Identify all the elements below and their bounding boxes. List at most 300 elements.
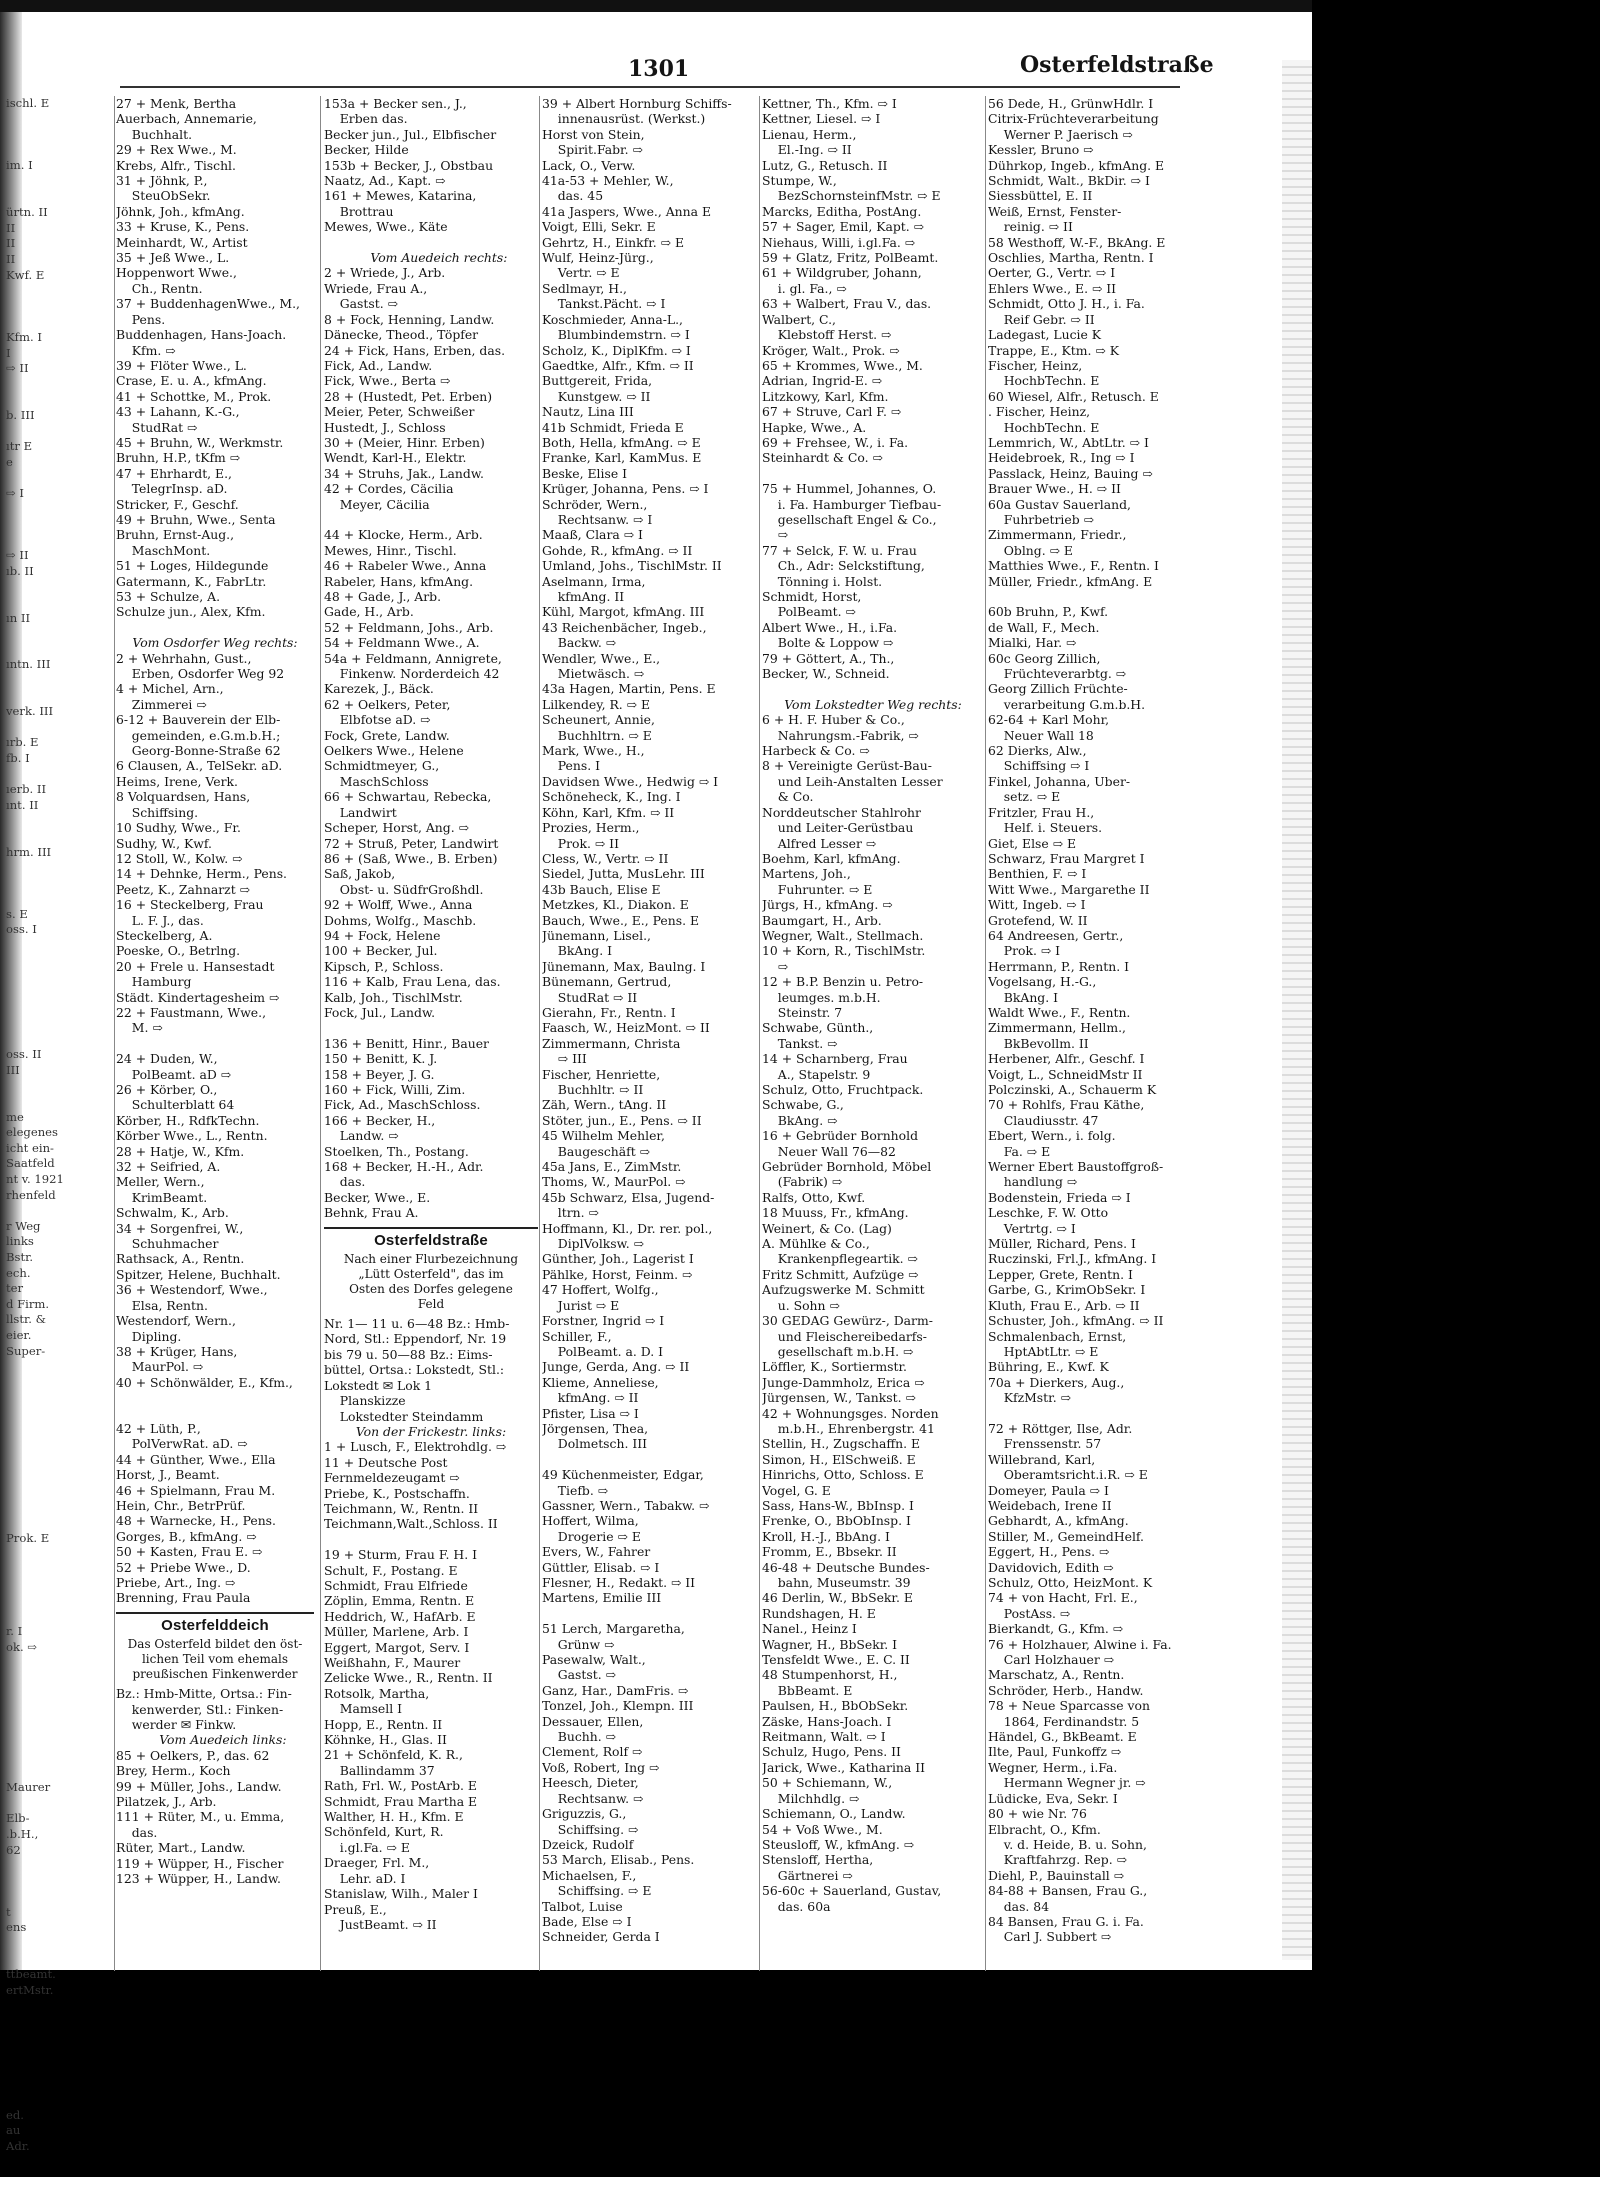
directory-entry: bahn, Museumstr. 39: [762, 1575, 911, 1590]
directory-entry: Fischer, Heinz,: [988, 357, 1083, 373]
directory-entry: Forstner, Ingrid ⇨ I: [542, 1313, 665, 1329]
directory-entry: Nahrungsm.-Fabrik, ⇨: [762, 727, 919, 743]
directory-entry: Becker, Hilde: [324, 142, 409, 158]
column-rule: [985, 96, 986, 1971]
directory-entry: 64 Andreesen, Gertr.,: [988, 927, 1124, 943]
directory-entry: Schwarz, Frau Margret I: [988, 850, 1145, 866]
directory-entry: 46 + Rabeler Wwe., Anna: [324, 558, 487, 574]
directory-entry: 153b + Becker, J., Obstbau: [324, 157, 494, 173]
directory-entry: 63 + Walbert, Frau V., das.: [762, 296, 932, 312]
directory-entry: Adr.: [6, 2138, 30, 2153]
directory-entry: 46 Derlin, W., BbSekr. E: [762, 1590, 913, 1606]
street-title-osterfelddeich: Osterfelddeich: [161, 1616, 269, 1634]
directory-entry: elegenes: [6, 1125, 58, 1140]
directory-entry: Elbracht, O., Kfm.: [988, 1821, 1101, 1837]
directory-entry: Dührkop, Ingeb., kfmAng. E: [988, 157, 1165, 173]
directory-entry: Erben das.: [324, 111, 408, 127]
directory-entry: 62: [6, 1842, 21, 1857]
directory-entry: 6-12 + Bauverein der Elb-: [116, 712, 281, 728]
directory-entry: 52 + Priebe Wwe., D.: [116, 1559, 251, 1575]
directory-entry: Diehl, P., Bauinstall ⇨: [988, 1867, 1125, 1883]
directory-entry: Priebe, Art., Ing. ⇨: [116, 1575, 236, 1590]
directory-entry: Oblng. ⇨ E: [988, 542, 1073, 558]
directory-entry: me: [6, 1109, 24, 1124]
directory-entry: Buchh. ⇨: [542, 1729, 616, 1745]
directory-entry: 72 + Röttger, Ilse, Adr.: [988, 1420, 1133, 1436]
directory-entry: 168 + Becker, H.-H., Adr.: [324, 1159, 484, 1175]
directory-entry: Westendorf, Wern.,: [116, 1313, 236, 1329]
directory-entry: 12 Stoll, W., Kolw. ⇨: [116, 850, 243, 866]
directory-entry: 41 + Schottke, M., Prok.: [116, 388, 272, 404]
directory-entry: Steinstr. 7: [762, 1004, 843, 1020]
directory-entry: 38 + Krüger, Hans,: [116, 1343, 238, 1359]
directory-entry: 44 + Günther, Wwe., Ella: [116, 1451, 276, 1467]
directory-entry: 1864, Ferdinandstr. 5: [988, 1713, 1140, 1729]
directory-entry: Vom Auedeich rechts:: [354, 250, 508, 266]
directory-entry: Teichmann,Walt.,Schloss. II: [324, 1516, 498, 1532]
directory-entry: Planskizze: [324, 1393, 406, 1409]
directory-entry: 62 Dierks, Alw.,: [988, 743, 1087, 759]
directory-entry: PostAss. ⇨: [988, 1605, 1071, 1621]
directory-entry: 161 + Mewes, Katarina,: [324, 188, 477, 204]
directory-entry: 28 + (Hustedt, Pet. Erben): [324, 388, 493, 404]
directory-entry: Schulze jun., Alex, Kfm.: [116, 604, 266, 620]
directory-entry: 24 + Fick, Hans, Erben, das.: [324, 342, 506, 358]
directory-entry: HptAbtLtr. ⇨ E: [988, 1343, 1099, 1359]
directory-entry: Poeske, O., Betrlng.: [116, 943, 241, 959]
directory-entry: 50 + Schiemann, W.,: [762, 1775, 893, 1791]
directory-entry: 59 + Glatz, Fritz, PolBeamt.: [762, 250, 939, 266]
directory-entry: Davidovich, Edith ⇨: [988, 1559, 1114, 1575]
directory-entry: Jünemann, Max, Baulng. I: [542, 958, 706, 974]
directory-entry: Schiffsing. ⇨ E: [542, 1883, 652, 1899]
directory-entry: Stricker, F., Geschf.: [116, 496, 239, 512]
street-block-osterfeldstrasse: [324, 1227, 538, 1312]
directory-entry: Klieme, Anneliese,: [542, 1374, 659, 1390]
directory-entry: 16 + Steckelberg, Frau: [116, 897, 264, 913]
directory-entry: Weinert, & Co. (Lag): [762, 1220, 892, 1236]
directory-entry: Obst- u. SüdfrGroßhdl.: [324, 881, 484, 897]
directory-entry: 39 + Flöter Wwe., L.: [116, 357, 247, 373]
directory-entry: Vom Osdorfer Weg rechts:: [132, 635, 298, 651]
directory-entry: 2 + Wriede, J., Arb.: [324, 265, 446, 281]
directory-entry: 62 + Oelkers, Peter,: [324, 696, 451, 712]
directory-entry: 48 Stumpenhorst, H.,: [762, 1667, 898, 1683]
directory-entry: Gohde, R., kfmAng. ⇨ II: [542, 542, 693, 558]
directory-entry: [6, 2045, 134, 2061]
directory-entry: Rundshagen, H. E: [762, 1605, 876, 1621]
directory-entry: Matthies Wwe., F., Rentn. I: [988, 558, 1159, 574]
directory-entry: 10 Sudhy, Wwe., Fr.: [116, 820, 241, 836]
directory-entry: Lemmrich, W., AbtLtr. ⇨ I: [988, 434, 1149, 450]
directory-entry: nt v. 1921: [6, 1171, 64, 1186]
directory-entry: III: [6, 1062, 20, 1077]
directory-entry: Nautz, Lina III: [542, 404, 634, 420]
directory-entry: Händel, G., BkBeamt. E: [988, 1729, 1137, 1745]
directory-entry: Gärtnerei ⇨: [762, 1867, 853, 1883]
directory-entry: ⇨ II: [6, 361, 29, 376]
directory-entry: 43a Hagen, Martin, Pens. E: [542, 681, 716, 697]
directory-entry: Stumpe, W.,: [762, 173, 837, 189]
directory-entry: Dipling.: [116, 1328, 182, 1344]
directory-entry: 60c Georg Zillich,: [988, 650, 1101, 666]
directory-entry: Werner P. Jaerisch ⇨: [988, 126, 1133, 142]
directory-entry: u. Sohn ⇨: [762, 1297, 840, 1313]
directory-entry: 99 + Müller, Johs., Landw.: [116, 1778, 282, 1794]
directory-entry: Helf. i. Steuers.: [988, 820, 1103, 836]
directory-entry: Lehr. aD. I: [324, 1870, 406, 1886]
directory-entry: Prok. ⇨ II: [542, 835, 619, 851]
directory-entry: Aufzugswerke M. Schmitt: [762, 1282, 925, 1298]
directory-entry: 6 + H. F. Huber & Co.,: [762, 712, 905, 728]
directory-entry: Kraftfahrzg. Rep. ⇨: [988, 1852, 1127, 1868]
directory-entry: Peetz, K., Zahnarzt ⇨: [116, 881, 250, 897]
directory-entry: TelegrInsp. aD.: [116, 481, 228, 497]
directory-entry: 43 Reichenbächer, Ingeb.,: [542, 619, 707, 635]
directory-entry: Kroll, H.-J., BbAng. I: [762, 1528, 890, 1544]
directory-entry: Rechtsanw. ⇨: [542, 1790, 644, 1806]
directory-entry: ırb. E: [6, 735, 39, 750]
directory-entry: das.: [116, 1824, 158, 1840]
directory-entry: Ruczinski, Frl.J., kfmAng. I: [988, 1251, 1157, 1267]
directory-entry: HochbTechn. E: [988, 373, 1100, 389]
directory-entry: Mialki, Har. ⇨: [988, 635, 1077, 651]
directory-entry: Kalb, Joh., TischlMstr.: [324, 989, 463, 1005]
directory-entry: Kettner, Liesel. ⇨ I: [762, 111, 881, 127]
directory-entry: 45b Schwarz, Elsa, Jugend-: [542, 1189, 715, 1205]
directory-entry: 21 + Schönfeld, K. R.,: [324, 1747, 463, 1763]
directory-entry: 14 + Scharnberg, Frau: [762, 1051, 908, 1067]
directory-entry: de Wall, F., Mech.: [988, 619, 1100, 635]
directory-entry: 12 + B.P. Benzin u. Petro-: [762, 974, 924, 990]
directory-entry: Stensloff, Hertha,: [762, 1852, 874, 1868]
directory-entry: Wagner, H., BbSekr. I: [762, 1636, 898, 1652]
directory-entry: BezSchornsteinfMstr. ⇨ E: [762, 188, 941, 204]
directory-entry: Landwirt: [324, 804, 397, 820]
directory-entry: Maurer: [6, 1780, 51, 1795]
directory-entry: Rotsolk, Martha,: [324, 1685, 430, 1701]
directory-entry: Schiffsing. ⇨: [542, 1821, 639, 1837]
column-4: [762, 96, 984, 1914]
directory-entry: Rabeler, Hans, kfmAng.: [324, 573, 474, 589]
directory-entry: Dessauer, Ellen,: [542, 1713, 644, 1729]
directory-entry: Heims, Irene, Verk.: [116, 773, 238, 789]
directory-entry: Rath, Frl. W., PostArb. E: [324, 1778, 477, 1794]
directory-entry: Ebert, Wern., i. folg.: [988, 1128, 1116, 1144]
directory-entry: Schuster, Joh., kfmAng. ⇨ II: [988, 1313, 1164, 1329]
directory-entry: Brenning, Frau Paula: [116, 1590, 251, 1606]
directory-entry: Claudiusstr. 47: [988, 1112, 1099, 1128]
directory-entry: 30 GEDAG Gewürz-, Darm-: [762, 1313, 933, 1329]
directory-entry: Carl Holzhauer ⇨: [988, 1652, 1115, 1668]
directory-entry: 66 + Schwartau, Rebecka,: [324, 789, 492, 805]
directory-entry: Maaß, Clara ⇨ I: [542, 527, 643, 543]
directory-entry: Rechtsanw. ⇨ I: [542, 511, 653, 527]
directory-entry: r. I: [6, 1624, 23, 1639]
directory-entry: Hustedt, J., Schloss: [324, 419, 446, 435]
directory-entry: Jurist ⇨ E: [542, 1297, 620, 1313]
directory-entry: Hoffert, Wilma,: [542, 1513, 639, 1529]
directory-entry: Oberamtsricht.i.R. ⇨ E: [988, 1467, 1148, 1483]
directory-entry: Giet, Else ⇨ E: [988, 835, 1077, 851]
directory-entry: ıtr E: [6, 439, 33, 454]
directory-entry: Jarick, Wwe., Katharina II: [762, 1759, 926, 1775]
directory-entry: L. F. J., das.: [116, 912, 204, 928]
directory-entry: Bruhn, Ernst-Aug.,: [116, 527, 235, 543]
directory-entry: 51 + Loges, Hildegunde: [116, 558, 269, 574]
directory-entry: ıntn. III: [6, 657, 51, 672]
directory-entry: ⇨: [762, 527, 789, 543]
directory-entry: ischl. E: [6, 96, 50, 110]
directory-entry: 67 + Struve, Carl F. ⇨: [762, 404, 902, 420]
directory-entry: Hamburg: [116, 974, 192, 990]
directory-entry: 19 + Sturm, Frau F. H. I: [324, 1547, 477, 1563]
directory-entry: [116, 620, 314, 635]
directory-entry: Steckelberg, A.: [116, 927, 213, 943]
directory-entry: Nord, Stl.: Eppendorf, Nr. 19: [324, 1331, 507, 1347]
directory-entry: 119 + Wüpper, H., Fischer: [116, 1855, 284, 1871]
directory-entry: Schröder, Herb., Handw.: [988, 1682, 1144, 1698]
directory-entry: DiplVolksw. ⇨: [542, 1236, 645, 1252]
directory-entry: 57 + Sager, Emil, Kapt. ⇨: [762, 219, 925, 235]
directory-entry: 136 + Benitt, Hinr., Bauer: [324, 1035, 489, 1051]
directory-entry: Gassner, Wern., Tabakw. ⇨: [542, 1497, 710, 1513]
directory-entry: I: [6, 345, 11, 360]
directory-entry: ter: [6, 1281, 24, 1296]
directory-entry: Vogelsang, H.-G.,: [988, 974, 1097, 990]
running-head: Osterfeldstraße: [1020, 52, 1214, 78]
directory-entry: 72 + Struß, Peter, Landwirt: [324, 835, 499, 851]
directory-entry: 111 + Rüter, M., u. Emma,: [116, 1809, 285, 1825]
directory-entry: Bruhn, H.P., tKfm ⇨: [116, 450, 241, 466]
directory-entry: Fischer, Henriette,: [542, 1066, 661, 1082]
directory-entry: Becker, Wwe., E.: [324, 1189, 431, 1205]
directory-entry: Gastst. ⇨: [542, 1667, 616, 1683]
directory-entry: Fritz Schmitt, Aufzüge ⇨: [762, 1266, 919, 1282]
directory-entry: 70 + Rohlfs, Frau Käthe,: [988, 1097, 1145, 1113]
directory-entry: Fernmeldezeugamt ⇨: [324, 1470, 460, 1486]
directory-entry: 32 + Seifried, A.: [116, 1159, 221, 1175]
directory-entry: Hopp, E., Rentn. II: [324, 1716, 443, 1732]
directory-entry: innenausrüst. (Werkst.): [542, 111, 706, 127]
directory-entry: Zimmermann, Hellm.,: [988, 1020, 1126, 1036]
directory-entry: 84 Bansen, Frau G. i. Fa.: [988, 1913, 1144, 1929]
directory-entry: 29 + Rex Wwe., M.: [116, 142, 237, 158]
directory-entry: 35 + Jeß Wwe., L.: [116, 250, 230, 266]
directory-entry: Baugeschäft ⇨: [542, 1143, 651, 1159]
directory-entry: ⇨ I: [6, 485, 24, 500]
directory-entry: t: [6, 1904, 11, 1919]
directory-entry: Boehm, Karl, kfmAng.: [762, 850, 901, 866]
directory-entry: Wulf, Heinz-Jürg.,: [542, 250, 654, 266]
directory-entry: Hoppenwort Wwe.,: [116, 265, 237, 281]
directory-entry: Günther, Joh., Lagerist I: [542, 1251, 694, 1267]
directory-entry: Benthien, F. ⇨ I: [988, 866, 1087, 882]
directory-entry: r Weg: [6, 1218, 41, 1233]
directory-entry: Klebstoff Herst. ⇨: [762, 327, 892, 343]
directory-entry: 76 + Holzhauer, Alwine i. Fa.: [988, 1636, 1172, 1652]
directory-entry: Saatfeld: [6, 1156, 55, 1171]
directory-entry: 40 + Schönwälder, E., Kfm.,: [116, 1374, 293, 1390]
directory-entry: ech.: [6, 1265, 31, 1280]
directory-entry: links: [6, 1234, 34, 1249]
directory-entry: Horst, J., Beamt.: [116, 1467, 220, 1483]
directory-entry: e: [6, 454, 13, 469]
directory-entry: Thoms, W., MaurPol. ⇨: [542, 1174, 686, 1190]
directory-entry: 46-48 + Deutsche Bundes-: [762, 1559, 930, 1575]
directory-entry: Becker jun., Jul., Elbfischer: [324, 126, 497, 142]
directory-entry: Blumbindemstrn. ⇨ I: [542, 327, 690, 343]
directory-entry: Zimmermann, Friedr.,: [988, 527, 1127, 543]
directory-entry: Körber Wwe., L., Rentn.: [116, 1128, 268, 1144]
directory-entry: (Fabrik) ⇨: [762, 1174, 843, 1190]
directory-entry: Aselmann, Irma,: [542, 573, 646, 589]
directory-entry: Davidsen Wwe., Hedwig ⇨ I: [542, 773, 719, 789]
directory-entry: Spitzer, Helene, Buchhalt.: [116, 1266, 281, 1282]
directory-entry: verarbeitung G.m.b.H.: [988, 696, 1146, 712]
directory-entry: Stiller, M., GemeindHelf.: [988, 1528, 1145, 1544]
directory-entry: i.gl.Fa. ⇨ E: [324, 1839, 410, 1855]
directory-entry: Zimmerei ⇨: [116, 696, 207, 712]
directory-entry: Schwalm, K., Arb.: [116, 1205, 229, 1221]
directory-entry: Wendt, Karl-H., Elektr.: [324, 450, 467, 466]
directory-entry: 2 + Wehrhahn, Gust.,: [116, 650, 252, 666]
directory-entry: 16 + Gebrüder Bornhold: [762, 1128, 919, 1144]
directory-entry: 85 + Oelkers, P., das. 62: [116, 1747, 270, 1763]
directory-entry: das. 84: [988, 1898, 1050, 1914]
column-3: [542, 96, 756, 1945]
directory-entry: & Co.: [762, 789, 814, 805]
directory-entry: Lokstedter Steindamm: [324, 1408, 484, 1424]
directory-entry: [116, 1390, 314, 1405]
directory-entry: [762, 681, 984, 696]
directory-entry: Frenssenstr. 57: [988, 1436, 1102, 1452]
directory-entry: kfmAng. ⇨ II: [542, 1390, 639, 1406]
directory-entry: . Fischer, Heinz,: [988, 404, 1091, 420]
directory-entry: [542, 1606, 756, 1621]
directory-entry: 60 Wiesel, Alfr., Retusch. E: [988, 388, 1159, 404]
directory-entry: Lack, O., Verw.: [542, 157, 636, 173]
directory-entry: Elbfotse aD. ⇨: [324, 712, 431, 728]
directory-entry: ⇨ II: [6, 548, 29, 563]
directory-entry: ttbeamt.: [6, 1967, 56, 1982]
directory-entry: 53 March, Elisab., Pens.: [542, 1852, 695, 1868]
directory-entry: 45a Jans, E., ZimMstr.: [542, 1159, 682, 1175]
directory-entry: Pens.: [116, 311, 166, 327]
directory-entry: Umland, Johs., TischlMstr. II: [542, 558, 722, 574]
directory-entry: Finkenw. Norderdeich 42: [324, 666, 500, 682]
directory-entry: Gatermann, K., FabrLtr.: [116, 573, 267, 589]
directory-entry: Schmidt, Frau Elfriede: [324, 1577, 468, 1593]
directory-entry: Fritzler, Frau H.,: [988, 804, 1095, 820]
directory-entry: 45 + Bruhn, W., Werkmstr.: [116, 434, 284, 450]
directory-entry: ıerb. II: [6, 782, 47, 797]
directory-entry: [6, 2014, 134, 2030]
directory-entry: [6, 2154, 134, 2170]
directory-entry: Brey, Herm., Koch: [116, 1763, 231, 1779]
directory-entry: Erben, Osdorfer Weg 92: [116, 666, 285, 682]
directory-entry: 8 + Fock, Henning, Landw.: [324, 311, 495, 327]
directory-entry: Adrian, Ingrid-E. ⇨: [762, 373, 883, 389]
directory-entry: 123 + Wüpper, H., Landw.: [116, 1871, 281, 1887]
street-title-osterfeldstrasse: Osterfeldstraße: [374, 1231, 488, 1249]
directory-entry: 28 + Hatje, W., Kfm.: [116, 1143, 245, 1159]
directory-entry: Pfister, Lisa ⇨ I: [542, 1405, 639, 1421]
directory-entry: Buchhltr. ⇨ II: [542, 1082, 644, 1097]
directory-entry: Fromm, E., Bbsekr. II: [762, 1544, 897, 1560]
directory-entry: Schmalenbach, Ernst,: [988, 1328, 1127, 1344]
directory-entry: Faasch, W., HeizMont. ⇨ II: [542, 1020, 710, 1036]
directory-entry: Franke, Karl, KamMus. E: [542, 450, 702, 466]
directory-entry: Krankenpflegeartik. ⇨: [762, 1251, 918, 1267]
directory-entry: Vogel, G. E: [762, 1482, 831, 1498]
directory-entry: Eggert, H., Pens. ⇨: [988, 1544, 1110, 1560]
directory-entry: Körber, H., RdfkTechn.: [116, 1112, 260, 1128]
directory-entry: Gebrüder Bornhold, Möbel: [762, 1159, 932, 1175]
directory-entry: ok. ⇨: [6, 1639, 38, 1654]
directory-entry: Schult, F., Postang. E: [324, 1562, 458, 1578]
directory-entry: [6, 2061, 134, 2077]
directory-entry: [6, 2092, 134, 2108]
directory-entry: im. I: [6, 158, 33, 173]
directory-entry: Passlack, Heinz, Bauing ⇨: [988, 465, 1153, 481]
directory-entry: Simon, H., ElSchweiß. E: [762, 1451, 916, 1467]
directory-entry: 33 + Kruse, K., Pens.: [116, 219, 250, 235]
directory-entry: Hoffmann, Kl., Dr. rer. pol.,: [542, 1220, 713, 1236]
directory-entry: Elb-: [6, 1811, 30, 1826]
directory-entry: s. E: [6, 906, 28, 921]
directory-entry: gemeinden, e.G.m.b.H.;: [116, 727, 281, 743]
directory-entry: Fuhrunter. ⇨ E: [762, 881, 873, 897]
directory-entry: Zäh, Wern., tAng. II: [542, 1097, 667, 1113]
directory-entry: Cless, W., Vertr. ⇨ II: [542, 850, 669, 866]
directory-entry: JustBeamt. ⇨ II: [324, 1916, 437, 1932]
directory-entry: Wegner, Herm., i.Fa.: [988, 1759, 1118, 1775]
directory-entry: Siedel, Jutta, MusLehr. III: [542, 866, 705, 882]
directory-entry: Willebrand, Karl,: [988, 1451, 1096, 1467]
directory-entry: Lokstedt ✉ Lok 1: [324, 1377, 433, 1393]
directory-entry: Tiefb. ⇨: [542, 1482, 609, 1498]
directory-entry: Martens, Emilie III: [542, 1590, 662, 1606]
directory-entry: BkAng. ⇨: [762, 1112, 838, 1128]
directory-entry: Mewes, Hinr., Tischl.: [324, 542, 457, 558]
directory-entry: Niehaus, Willi, i.gl.Fa. ⇨: [762, 234, 916, 250]
directory-entry: 41b Schmidt, Frieda E: [542, 419, 684, 435]
directory-entry: 27 + Menk, Bertha: [116, 96, 237, 111]
directory-entry: 56 Dede, H., GrünwHdlr. I: [988, 96, 1154, 111]
directory-entry: Schmidt, Otto J. H., i. Fa.: [988, 296, 1145, 312]
directory-entry: Schiller, F.,: [542, 1328, 612, 1344]
directory-entry: Reif Gebr. ⇨ II: [988, 311, 1095, 327]
directory-entry: Ballindamm 37: [324, 1762, 435, 1778]
directory-entry: 47 Hoffert, Wolfg.,: [542, 1282, 659, 1298]
directory-entry: KrimBeamt.: [116, 1189, 208, 1205]
directory-entry: BkAng. I: [542, 943, 612, 959]
directory-entry: Marcks, Editha, PostAng.: [762, 203, 922, 219]
column-2: [324, 96, 538, 1932]
directory-entry: setz. ⇨ E: [988, 789, 1061, 805]
directory-entry: Zäske, Hans-Joach. I: [762, 1713, 892, 1729]
directory-entry: Krüger, Johanna, Pens. ⇨ I: [542, 481, 709, 497]
directory-entry: Lilkendey, R. ⇨ E: [542, 696, 651, 712]
directory-entry: 158 + Beyer, J. G.: [324, 1066, 435, 1082]
directory-entry: Ch., Rentn.: [116, 280, 203, 296]
directory-entry: Teichmann, W., Rentn. II: [324, 1500, 479, 1516]
directory-entry: Steinhardt & Co. ⇨: [762, 450, 883, 466]
directory-entry: Beske, Elise I: [542, 465, 628, 481]
directory-entry: Nr. 1— 11 u. 6—48 Bz.: Hmb-: [324, 1316, 510, 1332]
directory-entry: 50 + Kasten, Frau E. ⇨: [116, 1544, 263, 1560]
